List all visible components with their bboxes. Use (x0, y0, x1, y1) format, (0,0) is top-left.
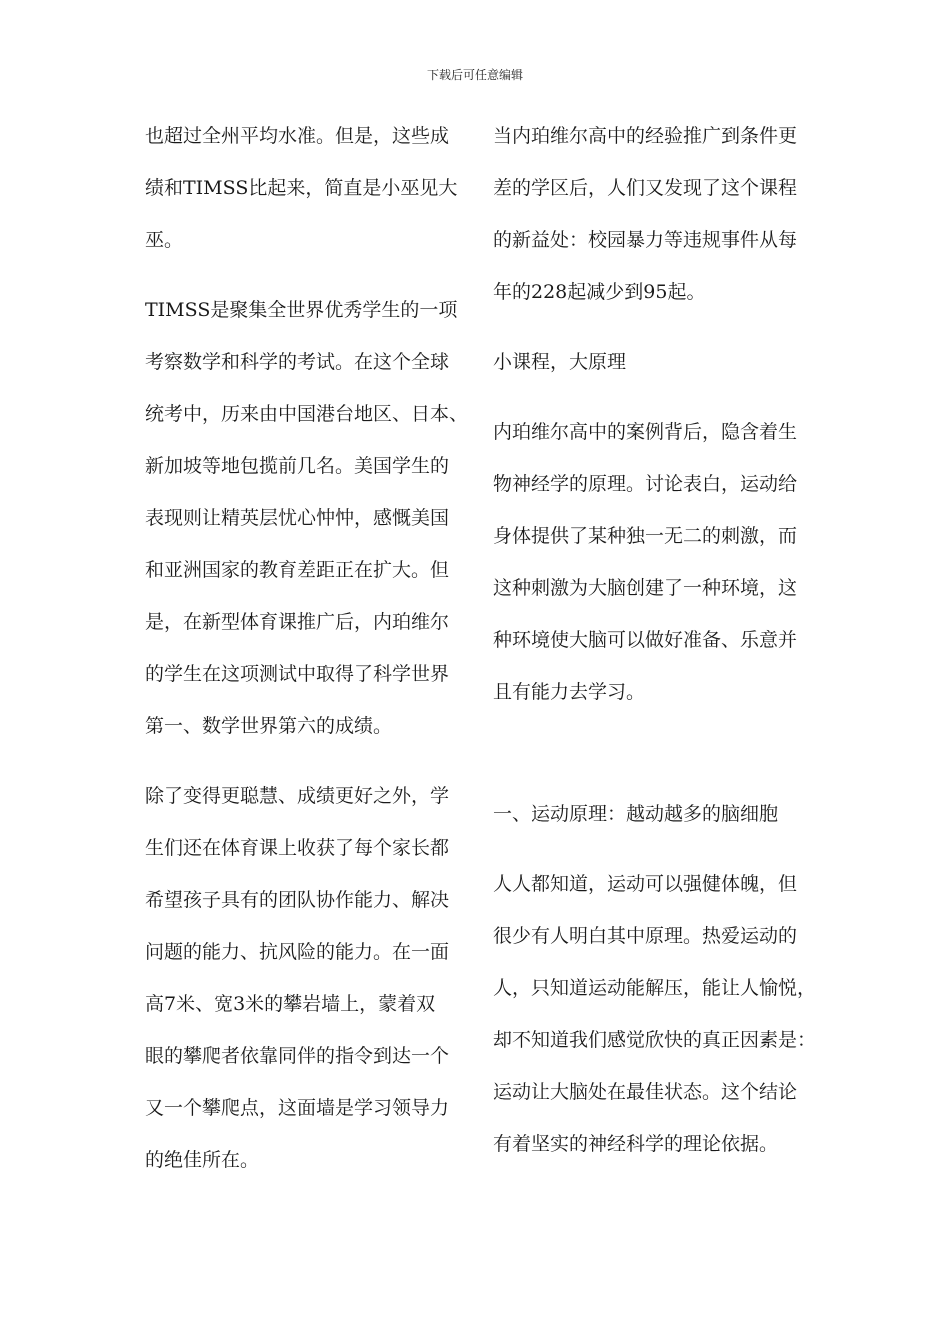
text-line: 种环境使大脑可以做好准备、乐意并 (493, 629, 798, 651)
section-subtitle (493, 336, 813, 388)
text-line: 第一、数学世界第六的成绩。 (145, 715, 393, 737)
text-line: 眼的攀爬者依靠同伴的指令到达一个 (145, 1045, 450, 1067)
text-line: 内珀维尔高中的案例背后，隐含着生 (493, 421, 798, 443)
section-heading (493, 788, 813, 840)
text-line: 新加坡等地包揽前几名。美国学生的 (145, 455, 450, 477)
text-line: 和亚洲国家的教育差距正在扩大。但 (145, 559, 450, 581)
text-line: 身体提供了某种独一无二的刺激，而 (493, 525, 798, 547)
text-line: 差的学区后，人们又发现了这个课程 (493, 177, 798, 199)
text-line: 问题的能力、抗风险的能力。在一面 (145, 941, 450, 963)
text-line: 考察数学和科学的考试。在这个全球 (145, 351, 450, 373)
text-line: 却不知道我们感觉欣快的真正因素是： (493, 1029, 817, 1051)
text-line: 小课程，大原理 (493, 351, 627, 373)
paragraph (145, 110, 463, 266)
text-line: 很少有人明白其中原理。热爱运动的 (493, 925, 798, 947)
text-line: 的绝佳所在。 (145, 1149, 260, 1171)
text-line: 人，只知道运动能解压，能让人愉悦， (493, 977, 817, 999)
text-line: 又一个攀爬点，这面墙是学习领导力 (145, 1097, 450, 1119)
paragraph (493, 110, 813, 318)
text-line: 也超过全州平均水准。但是，这些成 (145, 125, 450, 147)
paragraph (145, 770, 463, 1186)
text-line: 除了变得更聪慧、成绩更好之外，学 (145, 785, 450, 807)
text-line: 物神经学的原理。讨论表白，运动给 (493, 473, 798, 495)
text-line: 且有能力去学习。 (493, 681, 646, 703)
paragraph (493, 858, 817, 1170)
text-line: 的学生在这项测试中取得了科学世界 (145, 663, 450, 685)
text-line: 有着坚实的神经科学的理论依据。 (493, 1133, 779, 1155)
text-line: TIMSS是聚集全世界优秀学生的一项 (145, 299, 458, 321)
text-line: 统考中，历来由中国港台地区、日本、 (145, 403, 469, 425)
text-line: 巫。 (145, 229, 184, 251)
paragraph (145, 284, 469, 752)
text-line: 希望孩子具有的团队协作能力、解决 (145, 889, 450, 911)
text-line: 这种刺激为大脑创建了一种环境，这 (493, 577, 798, 599)
text-line: 一、运动原理：越动越多的脑细胞 (493, 803, 779, 825)
paragraph (493, 406, 813, 718)
text-line: 生们还在体育课上收获了每个家长都 (145, 837, 450, 859)
text-line: 当内珀维尔高中的经验推广到条件更 (493, 125, 798, 147)
text-line: 表现则让精英层忧心忡忡，感慨美国 (145, 507, 450, 529)
page-header: 下载后可任意编辑 (426, 68, 523, 82)
text-line: 年的228起减少到95起。 (493, 281, 706, 303)
text-line: 人人都知道，运动可以强健体魄，但 (493, 873, 798, 895)
text-line: 的新益处：校园暴力等违规事件从每 (493, 229, 798, 251)
text-line: 绩和TIMSS比起来，简直是小巫见大 (145, 177, 458, 199)
left-column (145, 110, 469, 1186)
text-line: 高7米、宽3米的攀岩墙上，蒙着双 (145, 993, 436, 1015)
right-column (493, 110, 817, 1170)
text-line: 是，在新型体育课推广后，内珀维尔 (145, 611, 450, 633)
text-line: 运动让大脑处在最佳状态。这个结论 (493, 1081, 798, 1103)
